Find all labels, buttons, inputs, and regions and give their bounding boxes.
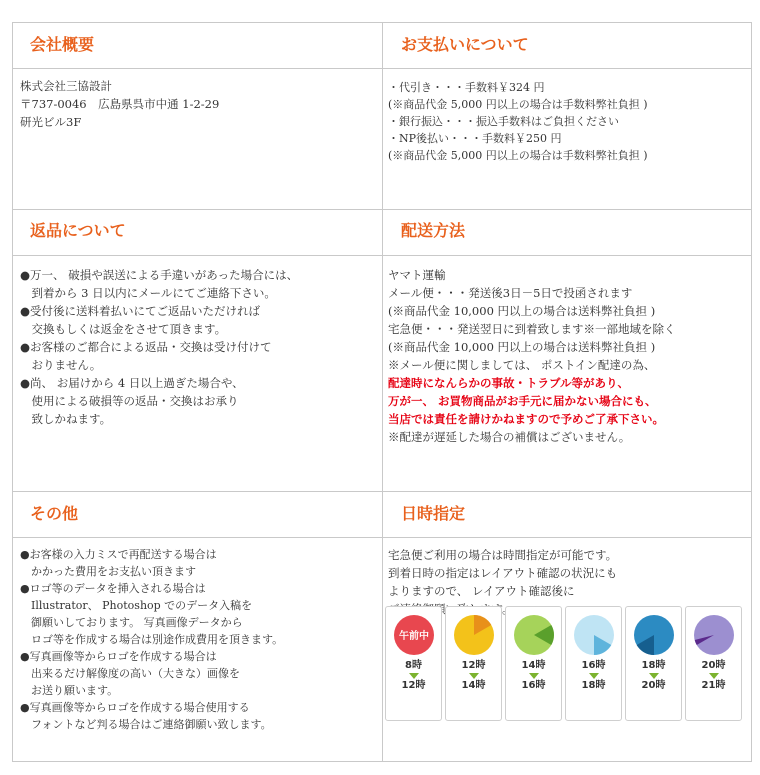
time-slot-card [385,606,442,721]
company-line: 株式会社三協設計 [20,79,112,93]
time-slot-to: 16時 [521,680,546,691]
time-slot-from: 16時 [581,660,606,671]
company-line: 研光ビル3F [20,115,82,129]
time-slot-from: 14時 [521,660,546,671]
shipping-line: 宅急便・・・発送翌日に到着致します※一部地域を除く [388,322,676,336]
company-body [20,77,219,131]
time-slot-to: 20時 [641,680,666,691]
clock-icon [512,613,556,657]
shipping-line: ヤマト運輸 [388,268,446,282]
shipping-line: (※商品代金 10,000 円以上の場合は送料弊社負担 ) [388,304,656,318]
shipping-line: ※メール便に関しましては、 ポストイン配達の為、 [388,358,656,372]
time-line: 到着日時の指定はレイアウト確認の状況にも [388,566,618,580]
returns-line: ●万一、 破損や誤送による手違いがあった場合には、 [20,268,299,282]
time-slot-label: 午前中 [398,631,429,642]
time-slot-from: 18時 [641,660,666,671]
time-slot-to: 18時 [581,680,606,691]
other-line: ●写真画像等からロゴを作成する場合は [20,650,217,663]
shipping-body [388,266,676,446]
row-divider [13,255,751,256]
other-line: ●写真画像等からロゴを作成する場合使用する [20,701,250,714]
returns-line: 交換もしくは返金をさせて頂きます。 [20,322,227,336]
time-slot-card [625,606,682,721]
time-slot-to: 12時 [401,680,426,691]
time-slot-from: 12時 [461,660,486,671]
shipping-line: (※商品代金 10,000 円以上の場合は送料弊社負担 ) [388,340,656,354]
arrow-down-icon [409,673,419,679]
other-body [20,546,283,733]
other-line: 御願いしております。 写真画像データから [20,616,243,629]
clock-icon [392,613,436,657]
payment-line: ・銀行振込・・・振込手数料はご負担ください [388,115,619,128]
payment-heading: お支払いについて [401,35,529,54]
time-slot-from: 8時 [405,660,422,671]
other-line: 出来るだけ解像度の高い（大きな）画像を [20,667,240,680]
returns-line: 致しかねます。 [20,412,112,426]
time-slot-card [685,606,742,721]
returns-line: ●受付後に送料着払いにてご返品いただければ [20,304,261,318]
row-divider [13,68,751,69]
time-line: よりますので、 レイアウト確認後に [388,584,575,598]
other-line: お送り願います。 [20,684,119,697]
returns-line: ●尚、 お届けから 4 日以上過ぎた場合や、 [20,376,244,390]
arrow-down-icon [709,673,719,679]
shipping-warning-line: 当店では責任を請けかねますので予めご了承下さい。 [388,412,664,426]
time-heading: 日時指定 [401,504,466,523]
clock-icon [572,613,616,657]
arrow-down-icon [589,673,599,679]
other-line: Illustrator、 Photoshop でのデータ入稿を [20,599,253,612]
row-divider [13,537,751,538]
other-line: ●お客様の入力ミスで再配送する場合は [20,548,217,561]
returns-line: 到着から 3 日以内にメールにてご連絡下さい。 [20,286,276,300]
returns-line: ●お客様のご都合による返品・交換は受け付けて [20,340,272,354]
other-line: ●ロゴ等のデータを挿入される場合は [20,582,206,595]
time-slot-to: 14時 [461,680,486,691]
time-slot-list [385,606,742,721]
time-slot-from: 20時 [701,660,726,671]
payment-line: (※商品代金 5,000 円以上の場合は手数料弊社負担 ) [388,98,648,111]
shipping-line: メール便・・・発送後3日－5日で投函されます [388,286,633,300]
row-divider [13,491,751,492]
clock-icon [632,613,676,657]
payment-line: ・NP後払い・・・手数料￥250 円 [388,132,562,145]
returns-line: 使用による破損等の返品・交換はお承り [20,394,239,408]
returns-body [20,266,298,428]
other-heading: その他 [30,504,79,523]
time-slot-card [565,606,622,721]
shipping-warning-line: 万が一、 お買物商品がお手元に届かない場合にも、 [388,394,657,408]
other-line: かかった費用をお支払い頂きます [20,565,196,578]
clock-icon [452,613,496,657]
other-line: ロゴ等を作成する場合は別途作成費用を頂きます。 [20,633,284,646]
arrow-down-icon [529,673,539,679]
payment-body [388,79,648,164]
time-slot-card [505,606,562,721]
shipping-warning-line: 配達時になんらかの事故・トラブル等があり、 [388,376,630,390]
arrow-down-icon [469,673,479,679]
company-heading: 会社概要 [30,35,95,54]
shipping-heading: 配送方法 [401,221,466,240]
time-line: 宅急便ご利用の場合は時間指定が可能です。 [388,548,618,562]
company-line: 〒737-0046 広島県呉市中通 1-2-29 [20,97,220,111]
shipping-line: ※配達が遅延した場合の補償はございません。 [388,430,631,444]
returns-line: おりません。 [20,358,102,372]
returns-heading: 返品について [30,221,126,240]
column-divider [382,23,383,761]
time-slot-card [445,606,502,721]
arrow-down-icon [649,673,659,679]
time-slot-to: 21時 [701,680,726,691]
payment-line: (※商品代金 5,000 円以上の場合は手数料弊社負担 ) [388,149,648,162]
clock-icon [692,613,736,657]
payment-line: ・代引き・・・手数料￥324 円 [388,81,545,94]
other-line: フォントなど判る場合はご連絡御願い致します。 [20,718,272,731]
